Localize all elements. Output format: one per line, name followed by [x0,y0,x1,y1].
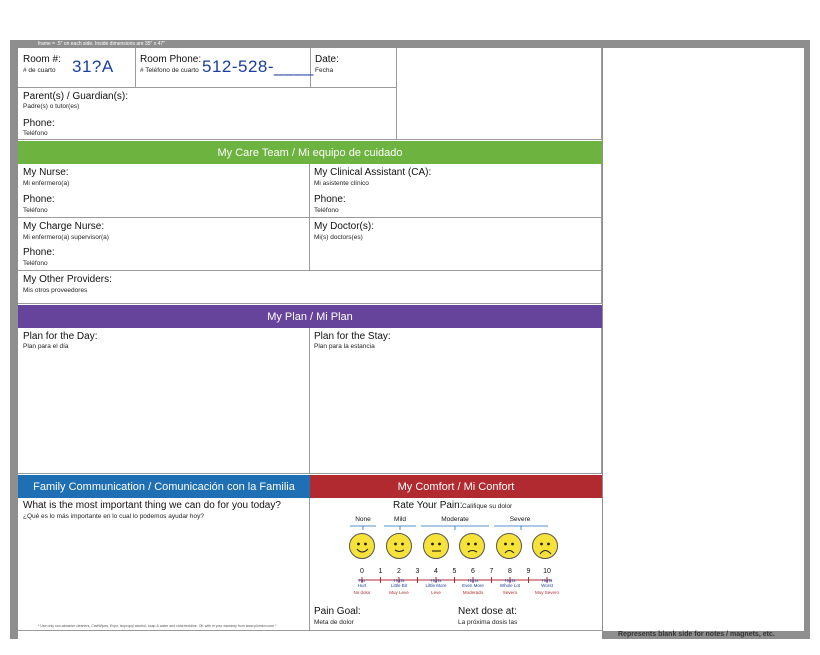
neutral-face-icon [423,533,449,559]
pain-description: Hurts Little Bit [390,578,407,588]
other-providers-sub: Mis otros proveedores [23,287,88,294]
room-label: Room #: [23,54,61,65]
blank-side-caption: Represents blank side for notes / magnets, etc. [618,631,775,638]
family-header: Family Communication / Comunicación con la Familia [18,475,310,498]
severity-label: Severe [509,516,531,523]
pain-description: Hurts Whole Lot [499,578,521,588]
pain-tick-label: 1 [378,568,383,575]
ca-phone-sub: Teléfono [314,207,339,214]
care-team-header: My Care Team / Mi equipo de cuidado [18,141,602,164]
nurse-phone-sub: Teléfono [23,207,48,214]
pain-description: Hurts Worst [541,578,553,588]
other-providers-label: My Other Providers: [23,274,112,285]
doctor-label: My Doctor(s): [314,221,374,232]
smile-face-icon [386,533,412,559]
crying-face-icon [532,533,558,559]
parents-sub: Padre(s) o tutor(es) [23,103,80,110]
charge-phone-label: Phone: [23,247,55,258]
next-dose-sub: La próxima dosis las [458,619,518,626]
pain-description-es: Leve [431,590,441,595]
nurse-label: My Nurse: [23,167,69,178]
room-phone-value: 512-528-____ [202,57,314,76]
severity-label: Moderate [441,516,469,523]
parents-phone-label: Phone: [23,118,55,129]
date-sub: Fecha [315,67,334,74]
frame-top-note: frame = .5" on each side. Inside dimensions are 35" x 47" [38,41,165,47]
doctor-sub: Mi(s) doctors(es) [314,234,363,241]
pain-tick-label: 8 [508,568,512,575]
pain-description: Hurts Little More [425,578,447,588]
pain-tick-label: 5 [452,568,457,575]
pain-tick-label: 2 [397,568,401,575]
plan-header: My Plan / Mi Plan [18,305,602,328]
room-phone-sub: # Teléfono de cuarto [140,67,199,74]
pain-description: No Hurt [357,578,367,588]
pain-description-es: Moderado [462,590,484,595]
family-question: What is the most important thing we can do for you today? [23,500,281,511]
next-dose-label: Next dose at: [458,606,517,617]
charge-label: My Charge Nurse: [23,221,105,232]
severity-label: None [355,516,371,523]
pain-tick-label: 0 [360,568,364,575]
pain-description: Hurts Even More [462,578,484,588]
sad-face-icon [496,533,522,559]
parents-label: Parent(s) / Guardian(s): [23,91,129,102]
nurse-phone-label: Phone: [23,194,55,205]
rate-pain-label: Rate Your Pain: [393,500,463,511]
happy-face-icon [349,533,375,559]
family-question-es: ¿Qué es lo más importante en lo cual lo podemos ayudar hoy? [23,513,205,520]
pain-tick-label: 3 [415,568,420,575]
ca-label: My Clinical Assistant (CA): [314,167,432,178]
pain-tick-label: 10 [543,568,551,575]
pain-description-es: Muy Leve [389,590,409,595]
pain-goal-label: Pain Goal: [314,606,361,617]
parents-phone-sub: Teléfono [23,130,48,137]
room-value: 31?A [72,57,114,76]
comfort-header: My Comfort / Mi Confort [310,475,602,498]
pain-tick-label: 9 [526,568,531,575]
room-sub: # de cuarto [23,67,56,74]
rate-pain-sub: Califique su dolor [462,503,513,510]
plan-stay-label: Plan for the Stay: [314,331,391,342]
pain-description-es: Muy Severo [534,590,559,595]
pain-tick-label: 7 [489,568,494,575]
pain-tick-label: 4 [434,568,438,575]
pain-description-es: No dolor [353,590,371,595]
date-label: Date: [315,54,339,65]
nurse-sub: Mi enfermero(a) [23,180,70,187]
ca-phone-label: Phone: [314,194,346,205]
plan-stay-sub: Plan para la estancia [314,343,375,350]
charge-phone-sub: Teléfono [23,260,48,267]
pain-tick-label: 6 [471,568,475,575]
pain-description-es: Severo [502,590,518,595]
worried-face-icon [459,533,485,559]
pain-goal-sub: Meta de dolor [314,619,354,626]
plan-day-sub: Plan para el día [23,343,69,350]
room-phone-label: Room Phone: [140,54,202,65]
plan-day-label: Plan for the Day: [23,331,98,342]
severity-label: Mild [394,516,406,523]
fine-print: * Use only non-abrasive cleaners, CaviWipes, Expo, isopropyl alcohol, soap & water and chlorhexidine. OK with in your warranty from www.plumton.com * [38,624,277,628]
charge-sub: Mi enfermero(a) supervisor(a) [23,234,109,241]
ca-sub: Mi asistente clínico [314,180,369,187]
